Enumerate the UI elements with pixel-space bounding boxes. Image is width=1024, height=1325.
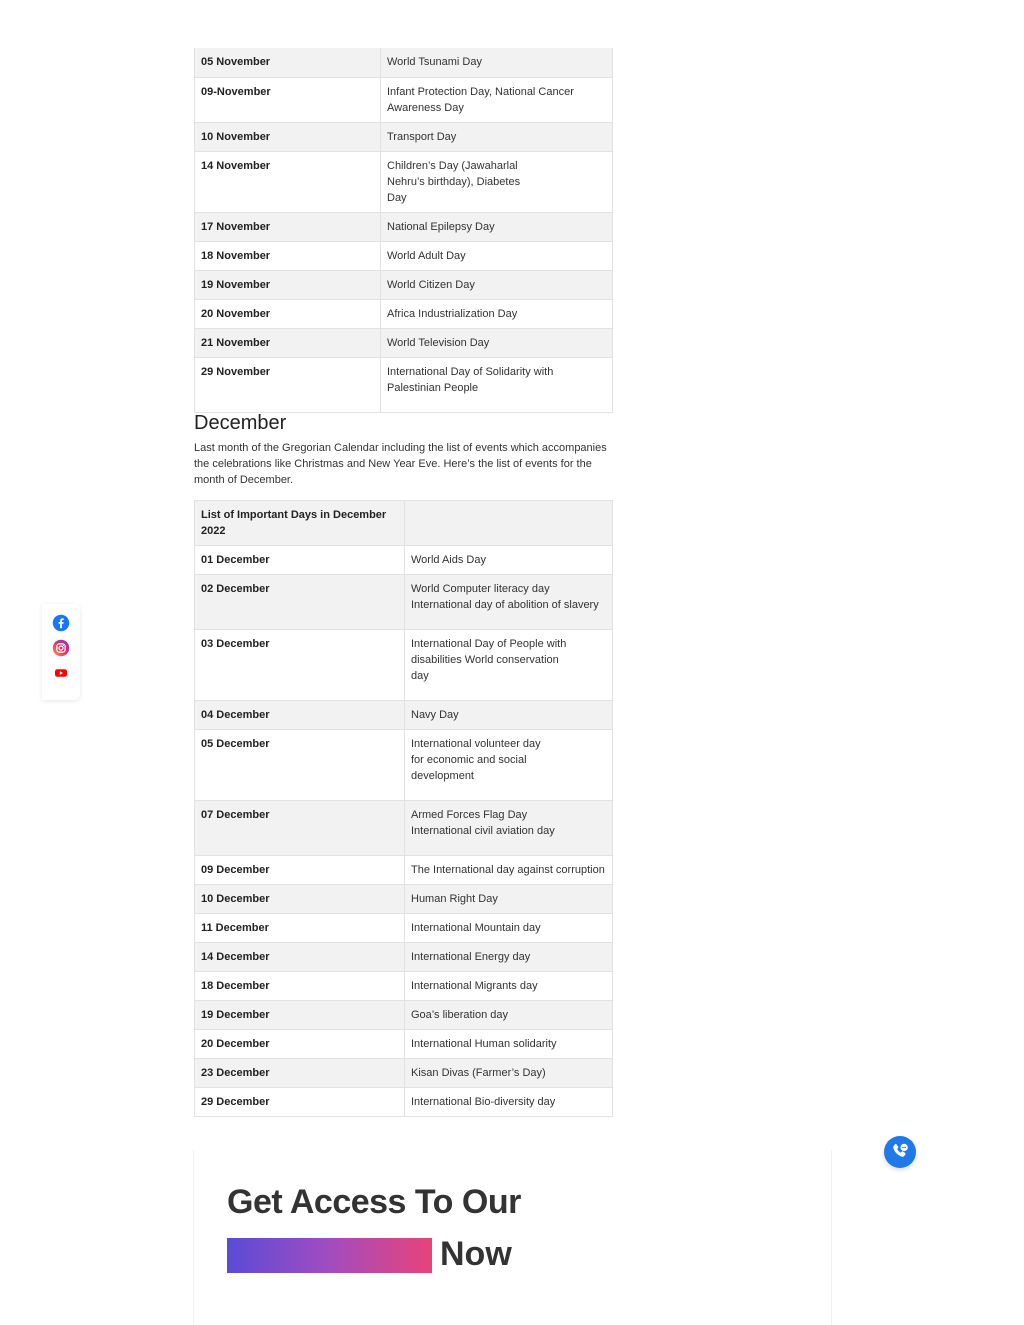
event-cell [405,730,613,801]
date-cell: 17 November [195,212,381,241]
cta-gradient-highlight [227,1238,432,1273]
table-row [195,943,613,972]
event-cell: International Mountain day [405,914,613,943]
date-cell: 01 December [195,546,405,575]
instagram-icon [52,639,70,657]
facebook-link[interactable] [52,614,70,632]
social-share-bar [42,604,80,700]
event-text: Children’s Day (Jawaharlal Nehru’s birthday), Diabetes Day [387,159,521,204]
event-cell: World Citizen Day [381,270,613,299]
section-heading-december: December [194,412,287,434]
facebook-icon [52,614,70,632]
event-text: International Day of People with disabilities World conservation day [411,638,567,682]
table-row [195,328,613,357]
table-row [195,212,613,241]
section-description: Last month of the Gregorian Calendar including the list of events which accompanies the celebrations like Christmas and New Year Eve. Here’s the list of events for the month of December. [194,442,607,486]
cta-heading-suffix: Now [440,1235,512,1273]
date-cell: 02 December [195,575,405,630]
event-cell: The International day against corruption [405,856,613,885]
event-cell: International Bio-diversity day [405,1088,613,1117]
date-cell: 09-November [195,77,381,122]
date-cell: 03 December [195,630,405,701]
youtube-link[interactable] [52,664,70,682]
date-cell: 10 December [195,885,405,914]
table-row [195,801,613,856]
event-cell: International Human solidarity [405,1030,613,1059]
table-row [195,357,613,412]
table-row [195,122,613,151]
date-cell: 23 December [195,1059,405,1088]
event-cell: World Tsunami Day [381,48,613,77]
event-cell [381,151,613,212]
event-cell [405,801,613,856]
november-days-table [194,48,613,413]
date-cell: 09 December [195,856,405,885]
date-cell: 07 December [195,801,405,856]
table-row [195,77,613,122]
event-cell: Infant Protection Day, National Cancer Awareness Day [381,77,613,122]
phone-chat-icon [889,1141,911,1163]
table-header-empty [405,501,613,546]
table-title: List of Important Days in December 2022 [195,501,405,546]
instagram-link[interactable] [52,639,70,657]
event-cell: World Adult Day [381,241,613,270]
event-cell: World Aids Day [405,546,613,575]
event-text: International Day of Solidarity with Palestinian People [387,365,554,394]
table-row [195,241,613,270]
cta-heading: Get Access To Our [227,1183,521,1221]
event-text: International volunteer day for economic and social development [411,738,541,782]
table-header-row [195,501,613,546]
date-cell: 11 December [195,914,405,943]
table-row [195,701,613,730]
table-row [195,856,613,885]
date-cell: 10 November [195,122,381,151]
table-row [195,1088,613,1117]
table-row [195,885,613,914]
date-cell: 18 December [195,972,405,1001]
event-cell: Africa Industrialization Day [381,299,613,328]
event-cell: Transport Day [381,122,613,151]
date-cell: 18 November [195,241,381,270]
date-cell: 21 November [195,328,381,357]
event-cell: Goa’s liberation day [405,1001,613,1030]
table-row [195,270,613,299]
date-cell: 19 November [195,270,381,299]
event-text: Armed Forces Flag Day International civil aviation day [411,809,555,837]
cta-card [193,1150,832,1325]
table-row [195,546,613,575]
date-cell: 29 November [195,357,381,412]
december-days-table [194,500,613,1117]
date-cell: 04 December [195,701,405,730]
event-cell [381,357,613,412]
event-cell: International Energy day [405,943,613,972]
table-row [195,575,613,630]
event-cell: Kisan Divas (Farmer’s Day) [405,1059,613,1088]
date-cell: 05 November [195,48,381,77]
date-cell: 20 November [195,299,381,328]
table-row [195,1001,613,1030]
table-row [195,730,613,801]
event-cell [405,630,613,701]
table-row [195,630,613,701]
date-cell: 14 November [195,151,381,212]
call-chat-button[interactable] [884,1136,916,1168]
table-row [195,48,613,77]
date-cell: 05 December [195,730,405,801]
youtube-icon [52,664,70,682]
event-cell: Navy Day [405,701,613,730]
event-cell: National Epilepsy Day [381,212,613,241]
table-row [195,1030,613,1059]
event-cell: World Computer literacy day International day of abolition of slavery [405,575,613,630]
date-cell: 14 December [195,943,405,972]
event-cell: International Migrants day [405,972,613,1001]
date-cell: 29 December [195,1088,405,1117]
table-row [195,151,613,212]
event-cell: World Television Day [381,328,613,357]
date-cell: 20 December [195,1030,405,1059]
table-row [195,914,613,943]
table-row [195,1059,613,1088]
table-row [195,299,613,328]
table-row [195,972,613,1001]
event-cell: Human Right Day [405,885,613,914]
date-cell: 19 December [195,1001,405,1030]
